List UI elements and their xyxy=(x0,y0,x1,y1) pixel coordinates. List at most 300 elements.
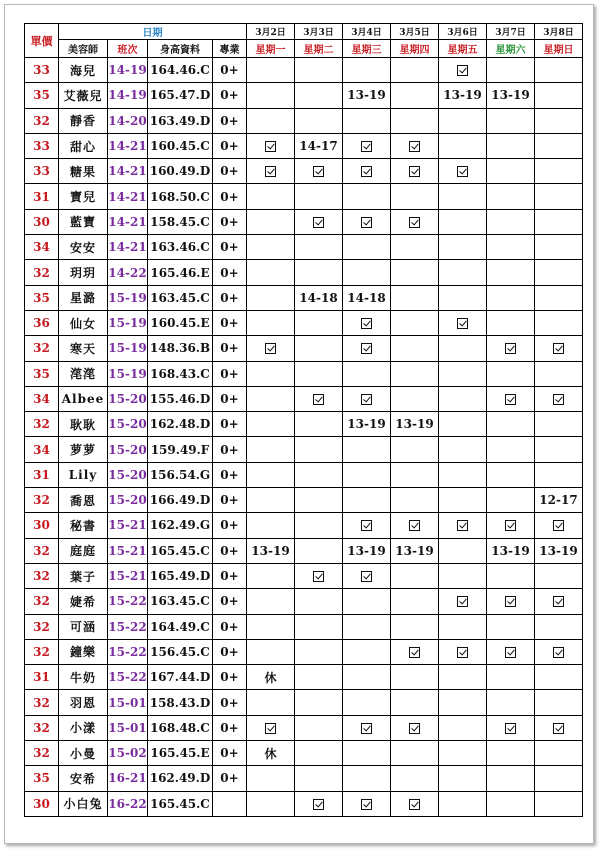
day-cell xyxy=(535,791,583,816)
stylist-name-cell: 耿耿 xyxy=(59,412,108,437)
day-cell xyxy=(295,488,343,513)
day-cell xyxy=(439,159,487,184)
body-data-cell: 160.45.C xyxy=(148,133,213,158)
day-cell xyxy=(535,513,583,538)
day-cell xyxy=(247,690,295,715)
day-cell xyxy=(343,488,391,513)
checkbox-checked-icon xyxy=(361,394,372,405)
day-cell xyxy=(391,715,439,740)
day-cell xyxy=(343,209,391,234)
shift-cell: 14-22 xyxy=(108,260,148,285)
day-cell xyxy=(391,83,439,108)
day-cell xyxy=(487,614,535,639)
table-row xyxy=(25,462,583,487)
body-data-cell: 163.46.C xyxy=(148,235,213,260)
price-cell: 30 xyxy=(25,791,59,816)
day-cell xyxy=(247,614,295,639)
price-cell: 33 xyxy=(25,159,59,184)
day-cell xyxy=(487,412,535,437)
weekday-header: 星期三 xyxy=(343,40,391,58)
day-cell xyxy=(487,133,535,158)
price-cell: 32 xyxy=(25,589,59,614)
day-cell xyxy=(343,361,391,386)
day-cell: 13-19 xyxy=(247,538,295,563)
body-data-cell: 158.45.C xyxy=(148,209,213,234)
body-data-cell: 162.49.G xyxy=(148,513,213,538)
table-row xyxy=(25,235,583,260)
day-cell xyxy=(391,589,439,614)
special-cell: 0+ xyxy=(213,108,247,133)
day-cell xyxy=(391,361,439,386)
day-cell xyxy=(343,310,391,335)
shift-cell: 16-21 xyxy=(108,766,148,791)
price-cell: 33 xyxy=(25,58,59,83)
day-cell xyxy=(247,235,295,260)
day-cell xyxy=(439,563,487,588)
day-cell xyxy=(535,133,583,158)
day-cell xyxy=(439,108,487,133)
day-cell xyxy=(487,690,535,715)
checkbox-checked-icon xyxy=(409,166,420,177)
day-cell xyxy=(391,386,439,411)
body-data-cell: 167.44.D xyxy=(148,665,213,690)
day-cell: 13-19 xyxy=(439,83,487,108)
day-date-header: 3月4日 xyxy=(343,24,391,40)
body-data-cell: 159.49.F xyxy=(148,437,213,462)
checkbox-checked-icon xyxy=(457,318,468,329)
body-data-cell: 162.49.D xyxy=(148,766,213,791)
day-cell xyxy=(247,386,295,411)
table-row xyxy=(25,361,583,386)
weekday-header: 星期六 xyxy=(487,40,535,58)
day-cell xyxy=(391,690,439,715)
stylist-name-cell: 糖果 xyxy=(59,159,108,184)
day-cell xyxy=(535,589,583,614)
checkbox-checked-icon xyxy=(361,799,372,810)
day-cell xyxy=(487,513,535,538)
table-row xyxy=(25,108,583,133)
day-cell xyxy=(535,361,583,386)
day-cell xyxy=(391,766,439,791)
day-cell xyxy=(439,538,487,563)
shift-cell: 15-20 xyxy=(108,488,148,513)
day-cell xyxy=(487,336,535,361)
day-cell xyxy=(439,58,487,83)
shift-cell: 15-21 xyxy=(108,563,148,588)
checkbox-checked-icon xyxy=(265,166,276,177)
checkbox-checked-icon xyxy=(361,166,372,177)
special-cell: 0+ xyxy=(213,513,247,538)
table-row xyxy=(25,488,583,513)
day-cell xyxy=(535,614,583,639)
price-cell: 32 xyxy=(25,741,59,766)
day-cell: 休 xyxy=(247,665,295,690)
day-cell xyxy=(247,108,295,133)
day-cell xyxy=(343,58,391,83)
day-cell xyxy=(439,665,487,690)
special-cell: 0+ xyxy=(213,336,247,361)
table-row xyxy=(25,133,583,158)
special-cell: 0+ xyxy=(213,563,247,588)
day-cell xyxy=(247,513,295,538)
price-cell: 35 xyxy=(25,83,59,108)
special-cell: 0+ xyxy=(213,260,247,285)
checkbox-checked-icon xyxy=(361,571,372,582)
body-data-cell: 156.45.C xyxy=(148,639,213,664)
stylist-name-cell: 小白兔 xyxy=(59,791,108,816)
day-cell xyxy=(343,766,391,791)
checkbox-checked-icon xyxy=(553,647,564,658)
day-cell xyxy=(535,83,583,108)
table-row xyxy=(25,336,583,361)
day-cell xyxy=(535,741,583,766)
stylist-name-cell: 庭庭 xyxy=(59,538,108,563)
checkbox-checked-icon xyxy=(457,647,468,658)
special-cell: 0+ xyxy=(213,766,247,791)
special-cell: 0+ xyxy=(213,133,247,158)
day-cell xyxy=(391,639,439,664)
day-cell xyxy=(247,260,295,285)
day-cell xyxy=(535,412,583,437)
checkbox-checked-icon xyxy=(553,723,564,734)
shift-cell: 15-22 xyxy=(108,614,148,639)
stylist-name-cell: 星潞 xyxy=(59,285,108,310)
day-cell xyxy=(439,412,487,437)
day-cell xyxy=(391,488,439,513)
day-cell xyxy=(391,310,439,335)
day-cell xyxy=(439,690,487,715)
day-cell xyxy=(343,665,391,690)
checkbox-checked-icon xyxy=(505,394,516,405)
body-data-header: 身高資料 xyxy=(148,40,213,58)
shift-cell: 15-19 xyxy=(108,285,148,310)
day-cell xyxy=(439,184,487,209)
day-cell xyxy=(439,133,487,158)
stylist-name-cell: 安安 xyxy=(59,235,108,260)
price-cell: 32 xyxy=(25,614,59,639)
day-cell xyxy=(391,665,439,690)
checkbox-checked-icon xyxy=(361,520,372,531)
day-cell xyxy=(439,488,487,513)
body-data-cell: 165.45.C xyxy=(148,791,213,816)
day-cell xyxy=(487,563,535,588)
special-cell: 0+ xyxy=(213,538,247,563)
day-cell xyxy=(535,437,583,462)
day-cell xyxy=(391,437,439,462)
stylist-name-cell: 鐘樂 xyxy=(59,639,108,664)
table-row xyxy=(25,159,583,184)
price-cell: 30 xyxy=(25,513,59,538)
day-cell xyxy=(343,437,391,462)
day-cell xyxy=(295,83,343,108)
shift-cell: 15-02 xyxy=(108,741,148,766)
day-cell xyxy=(295,108,343,133)
checkbox-checked-icon xyxy=(361,217,372,228)
day-cell xyxy=(535,386,583,411)
day-cell xyxy=(343,133,391,158)
table-row xyxy=(25,310,583,335)
day-cell xyxy=(439,336,487,361)
schedule-page xyxy=(4,4,594,844)
day-cell xyxy=(247,310,295,335)
day-cell xyxy=(391,791,439,816)
table-row xyxy=(25,715,583,740)
day-cell xyxy=(295,336,343,361)
special-cell: 0+ xyxy=(213,488,247,513)
day-cell xyxy=(391,260,439,285)
table-row xyxy=(25,437,583,462)
checkbox-checked-icon xyxy=(505,647,516,658)
table-row xyxy=(25,386,583,411)
table-row xyxy=(25,589,583,614)
day-cell xyxy=(391,563,439,588)
shift-cell: 14-20 xyxy=(108,108,148,133)
shift-cell: 15-20 xyxy=(108,462,148,487)
day-cell xyxy=(295,639,343,664)
day-cell xyxy=(439,386,487,411)
day-cell xyxy=(487,462,535,487)
stylist-name-cell: 安希 xyxy=(59,766,108,791)
body-data-cell: 166.49.D xyxy=(148,488,213,513)
day-cell: 13-19 xyxy=(487,83,535,108)
day-cell xyxy=(535,108,583,133)
day-cell xyxy=(247,285,295,310)
day-cell: 14-17 xyxy=(295,133,343,158)
shift-cell: 14-21 xyxy=(108,184,148,209)
day-cell xyxy=(487,108,535,133)
day-cell: 13-19 xyxy=(343,412,391,437)
day-cell xyxy=(247,412,295,437)
shift-cell: 15-22 xyxy=(108,639,148,664)
special-cell: 0+ xyxy=(213,58,247,83)
day-cell xyxy=(295,665,343,690)
shift-cell: 15-21 xyxy=(108,513,148,538)
day-cell xyxy=(295,260,343,285)
table-row xyxy=(25,58,583,83)
day-cell xyxy=(391,184,439,209)
day-cell xyxy=(439,285,487,310)
table-row xyxy=(25,83,583,108)
day-cell xyxy=(487,235,535,260)
day-cell xyxy=(439,235,487,260)
price-cell: 31 xyxy=(25,665,59,690)
stylist-name-cell: 靜香 xyxy=(59,108,108,133)
day-cell xyxy=(247,361,295,386)
day-cell xyxy=(439,766,487,791)
special-cell: 0+ xyxy=(213,437,247,462)
day-cell xyxy=(439,589,487,614)
day-cell xyxy=(535,285,583,310)
day-cell xyxy=(535,209,583,234)
shift-cell: 15-20 xyxy=(108,437,148,462)
day-cell xyxy=(439,462,487,487)
table-body xyxy=(25,58,583,817)
day-cell xyxy=(535,715,583,740)
checkbox-checked-icon xyxy=(505,723,516,734)
stylist-name-cell: 羽恩 xyxy=(59,690,108,715)
day-cell xyxy=(391,235,439,260)
price-cell: 35 xyxy=(25,285,59,310)
day-cell xyxy=(295,538,343,563)
checkbox-checked-icon xyxy=(361,141,372,152)
stylist-name-cell: 海兒 xyxy=(59,58,108,83)
day-date-header: 3月7日 xyxy=(487,24,535,40)
day-cell xyxy=(295,690,343,715)
shift-cell: 14-21 xyxy=(108,133,148,158)
checkbox-checked-icon xyxy=(457,166,468,177)
checkbox-checked-icon xyxy=(457,65,468,76)
day-cell: 13-19 xyxy=(343,538,391,563)
day-cell xyxy=(295,462,343,487)
checkbox-checked-icon xyxy=(265,343,276,354)
day-cell xyxy=(295,235,343,260)
day-cell xyxy=(535,184,583,209)
body-data-cell: 163.45.C xyxy=(148,285,213,310)
day-cell xyxy=(487,715,535,740)
price-cell: 32 xyxy=(25,639,59,664)
shift-cell: 15-19 xyxy=(108,310,148,335)
day-cell xyxy=(343,108,391,133)
day-cell xyxy=(343,386,391,411)
day-cell: 12-17 xyxy=(535,488,583,513)
table-row xyxy=(25,513,583,538)
day-cell xyxy=(295,361,343,386)
body-data-cell: 163.49.D xyxy=(148,108,213,133)
special-cell: 0+ xyxy=(213,589,247,614)
weekday-header: 星期四 xyxy=(391,40,439,58)
day-cell xyxy=(247,437,295,462)
day-cell xyxy=(439,614,487,639)
special-header: 專業 xyxy=(213,40,247,58)
price-cell: 32 xyxy=(25,488,59,513)
checkbox-checked-icon xyxy=(553,343,564,354)
day-cell xyxy=(343,260,391,285)
day-cell xyxy=(391,336,439,361)
price-cell: 35 xyxy=(25,766,59,791)
day-cell: 13-19 xyxy=(487,538,535,563)
checkbox-checked-icon xyxy=(553,520,564,531)
checkbox-checked-icon xyxy=(409,520,420,531)
stylist-name-cell: 小漾 xyxy=(59,715,108,740)
weekday-header: 星期二 xyxy=(295,40,343,58)
day-cell xyxy=(295,791,343,816)
day-cell xyxy=(247,159,295,184)
day-cell xyxy=(295,437,343,462)
body-data-cell: 165.45.C xyxy=(148,538,213,563)
day-cell xyxy=(247,133,295,158)
stylist-name-cell: 婕希 xyxy=(59,589,108,614)
day-cell xyxy=(535,336,583,361)
table-row xyxy=(25,665,583,690)
checkbox-checked-icon xyxy=(313,394,324,405)
day-cell: 14-18 xyxy=(343,285,391,310)
day-cell xyxy=(391,108,439,133)
checkbox-checked-icon xyxy=(265,141,276,152)
day-cell xyxy=(439,741,487,766)
day-cell xyxy=(487,488,535,513)
day-cell xyxy=(343,159,391,184)
checkbox-checked-icon xyxy=(361,318,372,329)
special-cell: 0+ xyxy=(213,361,247,386)
shift-cell: 14-19 xyxy=(108,83,148,108)
day-cell xyxy=(391,133,439,158)
table-row xyxy=(25,791,583,816)
special-cell: 0+ xyxy=(213,184,247,209)
special-cell: 0+ xyxy=(213,235,247,260)
table-row xyxy=(25,412,583,437)
checkbox-checked-icon xyxy=(457,520,468,531)
day-cell xyxy=(247,766,295,791)
day-cell xyxy=(343,741,391,766)
day-cell xyxy=(295,58,343,83)
day-cell xyxy=(487,58,535,83)
day-cell xyxy=(343,715,391,740)
special-cell: 0+ xyxy=(213,639,247,664)
shift-cell: 15-01 xyxy=(108,690,148,715)
day-cell xyxy=(295,741,343,766)
day-cell xyxy=(247,639,295,664)
day-cell xyxy=(487,766,535,791)
price-cell: 33 xyxy=(25,133,59,158)
body-data-cell: 165.47.D xyxy=(148,83,213,108)
body-data-cell: 164.49.C xyxy=(148,614,213,639)
price-cell: 36 xyxy=(25,310,59,335)
day-cell xyxy=(295,310,343,335)
special-cell: 0+ xyxy=(213,159,247,184)
shift-cell: 15-01 xyxy=(108,715,148,740)
table-header xyxy=(25,24,583,58)
day-cell xyxy=(487,589,535,614)
day-cell: 13-19 xyxy=(391,538,439,563)
day-cell xyxy=(439,639,487,664)
day-cell xyxy=(343,589,391,614)
price-cell: 34 xyxy=(25,386,59,411)
day-cell xyxy=(439,513,487,538)
price-cell: 30 xyxy=(25,209,59,234)
special-cell: 0+ xyxy=(213,285,247,310)
table-row xyxy=(25,209,583,234)
checkbox-checked-icon xyxy=(409,723,420,734)
day-cell xyxy=(247,589,295,614)
price-cell: 32 xyxy=(25,412,59,437)
table-row xyxy=(25,563,583,588)
checkbox-checked-icon xyxy=(313,799,324,810)
stylist-name-cell: 寶兒 xyxy=(59,184,108,209)
price-cell: 32 xyxy=(25,336,59,361)
table-row xyxy=(25,285,583,310)
checkbox-checked-icon xyxy=(505,596,516,607)
checkbox-checked-icon xyxy=(313,571,324,582)
day-cell xyxy=(439,437,487,462)
day-cell xyxy=(391,209,439,234)
stylist-name-cell: 萝萝 xyxy=(59,437,108,462)
stylist-name-cell: 小曼 xyxy=(59,741,108,766)
day-cell xyxy=(391,285,439,310)
day-cell xyxy=(391,462,439,487)
day-cell xyxy=(295,766,343,791)
day-cell xyxy=(295,386,343,411)
body-data-cell: 148.36.B xyxy=(148,336,213,361)
special-cell xyxy=(213,791,247,816)
checkbox-checked-icon xyxy=(313,166,324,177)
day-cell xyxy=(247,83,295,108)
day-cell xyxy=(535,462,583,487)
day-cell xyxy=(391,741,439,766)
day-cell xyxy=(487,437,535,462)
day-cell xyxy=(247,488,295,513)
day-cell xyxy=(295,412,343,437)
special-cell: 0+ xyxy=(213,412,247,437)
